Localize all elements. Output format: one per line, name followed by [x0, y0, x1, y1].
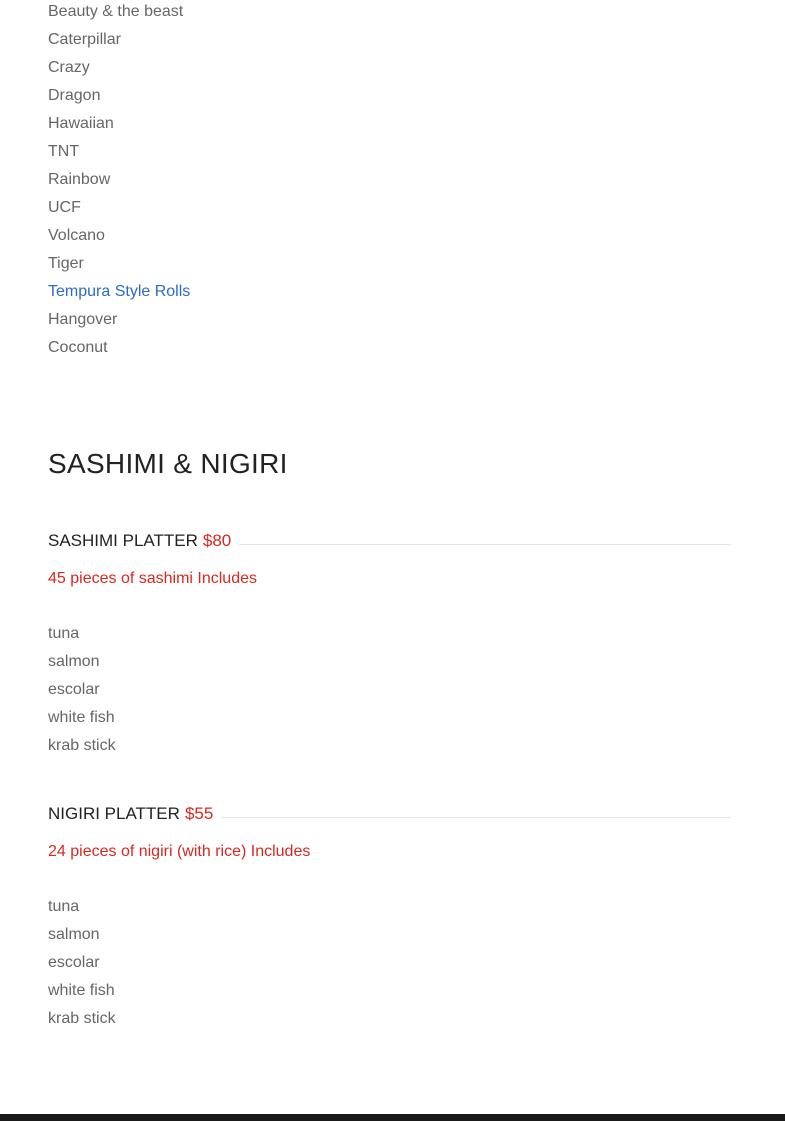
- list-item: salmon: [48, 653, 100, 670]
- roll-item-hangover: Hangover: [48, 311, 118, 328]
- roll-item-hawaiian: Hawaiian: [48, 115, 114, 132]
- menu-item-nigiri-platter: [48, 801, 731, 1033]
- menu-item-price: $80: [202, 531, 232, 550]
- menu-item-name: SASHIMI PLATTER: [48, 531, 198, 550]
- roll-list: [48, 0, 190, 362]
- divider-line: [239, 544, 731, 545]
- menu-item-includes-list: [48, 893, 731, 1033]
- roll-item-crazy: Crazy: [48, 59, 90, 76]
- menu-item-name: NIGIRI PLATTER: [48, 804, 180, 823]
- menu-item-description: 45 pieces of sashimi Includes: [48, 570, 257, 587]
- list-item: escolar: [48, 681, 100, 698]
- roll-item-tnt: TNT: [48, 143, 80, 160]
- list-item: krab stick: [48, 1010, 116, 1027]
- section-title: SASHIMI & NIGIRI: [48, 448, 288, 479]
- menu-item-sashimi-platter: [48, 528, 731, 760]
- roll-item-volcano: Volcano: [48, 227, 105, 244]
- list-item: salmon: [48, 926, 100, 943]
- roll-item-coconut: Coconut: [48, 339, 108, 356]
- roll-item-tiger: Tiger: [48, 255, 84, 272]
- list-item: white fish: [48, 982, 115, 999]
- list-item: white fish: [48, 709, 115, 726]
- footer-bar: [0, 1114, 785, 1121]
- roll-item-rainbow: Rainbow: [48, 171, 111, 188]
- menu-item-description: 24 pieces of nigiri (with rice) Includes: [48, 843, 311, 860]
- list-item: tuna: [48, 625, 80, 642]
- roll-item-dragon: Dragon: [48, 87, 101, 104]
- divider-line: [221, 817, 731, 818]
- tempura-style-rolls-link[interactable]: Tempura Style Rolls: [48, 283, 191, 300]
- list-item: escolar: [48, 954, 100, 971]
- list-item: krab stick: [48, 737, 116, 754]
- menu-item-header: [48, 528, 731, 554]
- menu-item-price: $55: [184, 804, 214, 823]
- menu-item-header: [48, 801, 731, 827]
- list-item: tuna: [48, 898, 80, 915]
- roll-item-beauty-and-the-beast: Beauty & the beast: [48, 3, 184, 20]
- roll-item-caterpillar: Caterpillar: [48, 31, 121, 48]
- menu-item-includes-list: [48, 620, 731, 760]
- roll-item-ucf: UCF: [48, 199, 81, 216]
